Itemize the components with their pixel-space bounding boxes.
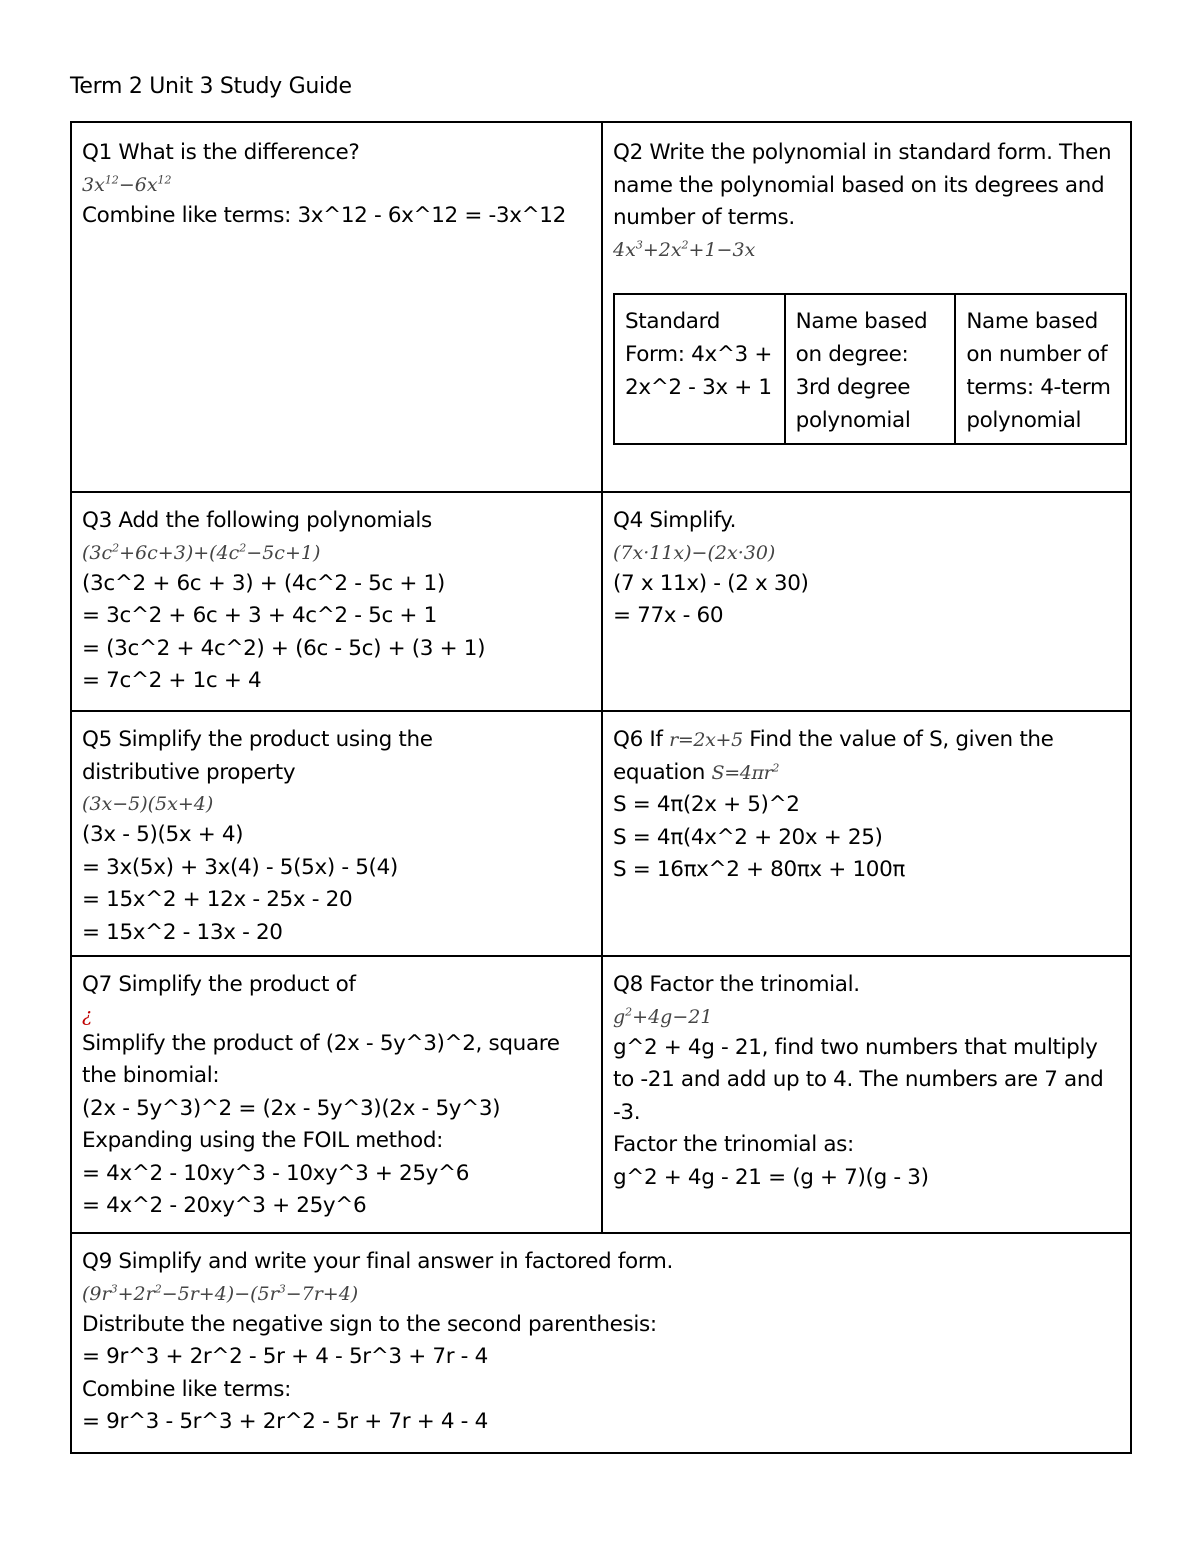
- question-7-step: = 4x^2 - 10xy^3 - 10xy^3 + 25y^6: [82, 1160, 470, 1186]
- question-5-expression: (3x−5)(5x+4): [82, 793, 214, 815]
- question-4-step: (7 x 11x) - (2 x 30): [613, 570, 809, 596]
- question-6-step: S = 16πx^2 + 80πx + 100π: [613, 857, 906, 882]
- question-5-heading: Q5 Simplify the product using the: [82, 727, 433, 752]
- question-6-cell: [603, 712, 1131, 955]
- question-6-step: S = 4π(4x^2 + 20x + 25): [613, 824, 883, 850]
- question-7-heading: Q7 Simplify the product of: [82, 972, 356, 997]
- question-7-step: = 4x^2 - 20xy^3 + 25y^6: [82, 1193, 367, 1218]
- question-6-heading: Q6 If r=2x+5 Find the value of S, given the: [613, 727, 1054, 752]
- question-8-step: g^2 + 4g - 21 = (g + 7)(g - 3): [613, 1164, 929, 1190]
- page-title: Term 2 Unit 3 Study Guide: [70, 74, 352, 99]
- question-5-cell: [72, 712, 601, 955]
- question-3-step: = 7c^2 + 1c + 4: [82, 668, 262, 693]
- question-7-placeholder-glyph: ¿: [82, 1003, 92, 1026]
- question-3-step: = 3c^2 + 6c + 3 + 4c^2 - 5c + 1: [82, 603, 437, 628]
- question-6-step: S = 4π(2x + 5)^2: [613, 792, 800, 817]
- standard-form-cell: Standard Form: 4x^3 + 2x^2 - 3x + 1: [614, 294, 785, 444]
- degree-name-cell: Name based on degree: 3rd degree polynomial: [785, 294, 956, 444]
- question-5-step: = 15x^2 - 13x - 20: [82, 919, 283, 945]
- question-3-step: (3c^2 + 6c + 3) + (4c^2 - 5c + 1): [82, 570, 445, 596]
- question-4-heading: Q4 Simplify.: [613, 508, 737, 533]
- question-3-step: = (3c^2 + 4c^2) + (6c - 5c) + (3 + 1): [82, 635, 486, 661]
- study-guide-grid: [70, 121, 1132, 1454]
- question-9-step: Distribute the negative sign to the second parenthesis:: [82, 1311, 657, 1337]
- question-3-cell: [72, 493, 601, 710]
- question-9-expression: $(9r^3+2r^2-5r+4)-(5r^3-7r+4)$: [82, 1282, 359, 1305]
- question-7-cell: [72, 957, 601, 1232]
- question-9-step: = 9r^3 + 2r^2 - 5r + 4 - 5r^3 + 7r - 4: [82, 1344, 488, 1369]
- question-9-heading: Q9 Simplify and write your final answer in factored form.: [82, 1249, 674, 1274]
- question-1-heading: Q1 What is the difference?: [82, 140, 360, 165]
- question-4-step: = 77x - 60: [613, 603, 724, 628]
- question-5-step: (3x - 5)(5x + 4): [82, 822, 244, 847]
- question-7-step: (2x - 5y^3)^2 = (2x - 5y^3)(2x - 5y^3): [82, 1095, 501, 1121]
- question-4-expression: (7x·11x)−(2x·30): [613, 541, 776, 564]
- question-1-cell: [72, 123, 601, 491]
- question-7-step: Expanding using the FOIL method:: [82, 1128, 444, 1153]
- question-9-step: Combine like terms:: [82, 1376, 291, 1402]
- terms-name-cell: Name based on number of terms: 4-term polynomial: [955, 294, 1126, 444]
- question-8-cell: [603, 957, 1131, 1232]
- question-8-step: Factor the trinomial as:: [613, 1132, 854, 1157]
- question-2-heading: Q2 Write the polynomial in standard form. Then name the polynomial based on its degrees and number of terms.: [613, 140, 1112, 230]
- question-8-explanation: g^2 + 4g - 21, find two numbers that multiply to -21 and add up to 4. The numbers are 7 and -3.: [613, 1034, 1104, 1125]
- question-2-answer-table: [613, 293, 1127, 445]
- question-1-answer: Combine like terms: 3x^12 - 6x^12 = -3x^12: [82, 202, 566, 228]
- question-8-heading: Q8 Factor the trinomial.: [613, 972, 860, 997]
- question-5-step: = 15x^2 + 12x - 25x - 20: [82, 887, 353, 912]
- question-9-step: = 9r^3 - 5r^3 + 2r^2 - 5r + 7r + 4 - 4: [82, 1409, 488, 1434]
- question-5-heading-continued: distributive property: [82, 759, 296, 785]
- question-5-step: = 3x(5x) + 3x(4) - 5(5x) - 5(4): [82, 854, 398, 880]
- question-9-cell: [72, 1234, 1130, 1452]
- question-4-cell: [603, 493, 1131, 710]
- question-3-expression: $(3c^2+6c+3)+(4c^2-5c+1)$: [82, 541, 321, 564]
- question-2-expression: $4x^3+2x^2+1-3x$: [613, 238, 756, 261]
- question-2-cell: [603, 123, 1131, 491]
- question-7-intro: Simplify the product of (2x - 5y^3)^2, square the binomial:: [82, 1030, 560, 1088]
- question-3-heading: Q3 Add the following polynomials: [82, 508, 432, 533]
- question-6-equation: equation $S=4\pi r^2$: [613, 759, 780, 785]
- question-1-expression: $3x^{12}-6x^{12}$: [82, 173, 172, 196]
- question-8-expression: $g^2+4g-21$: [613, 1005, 713, 1028]
